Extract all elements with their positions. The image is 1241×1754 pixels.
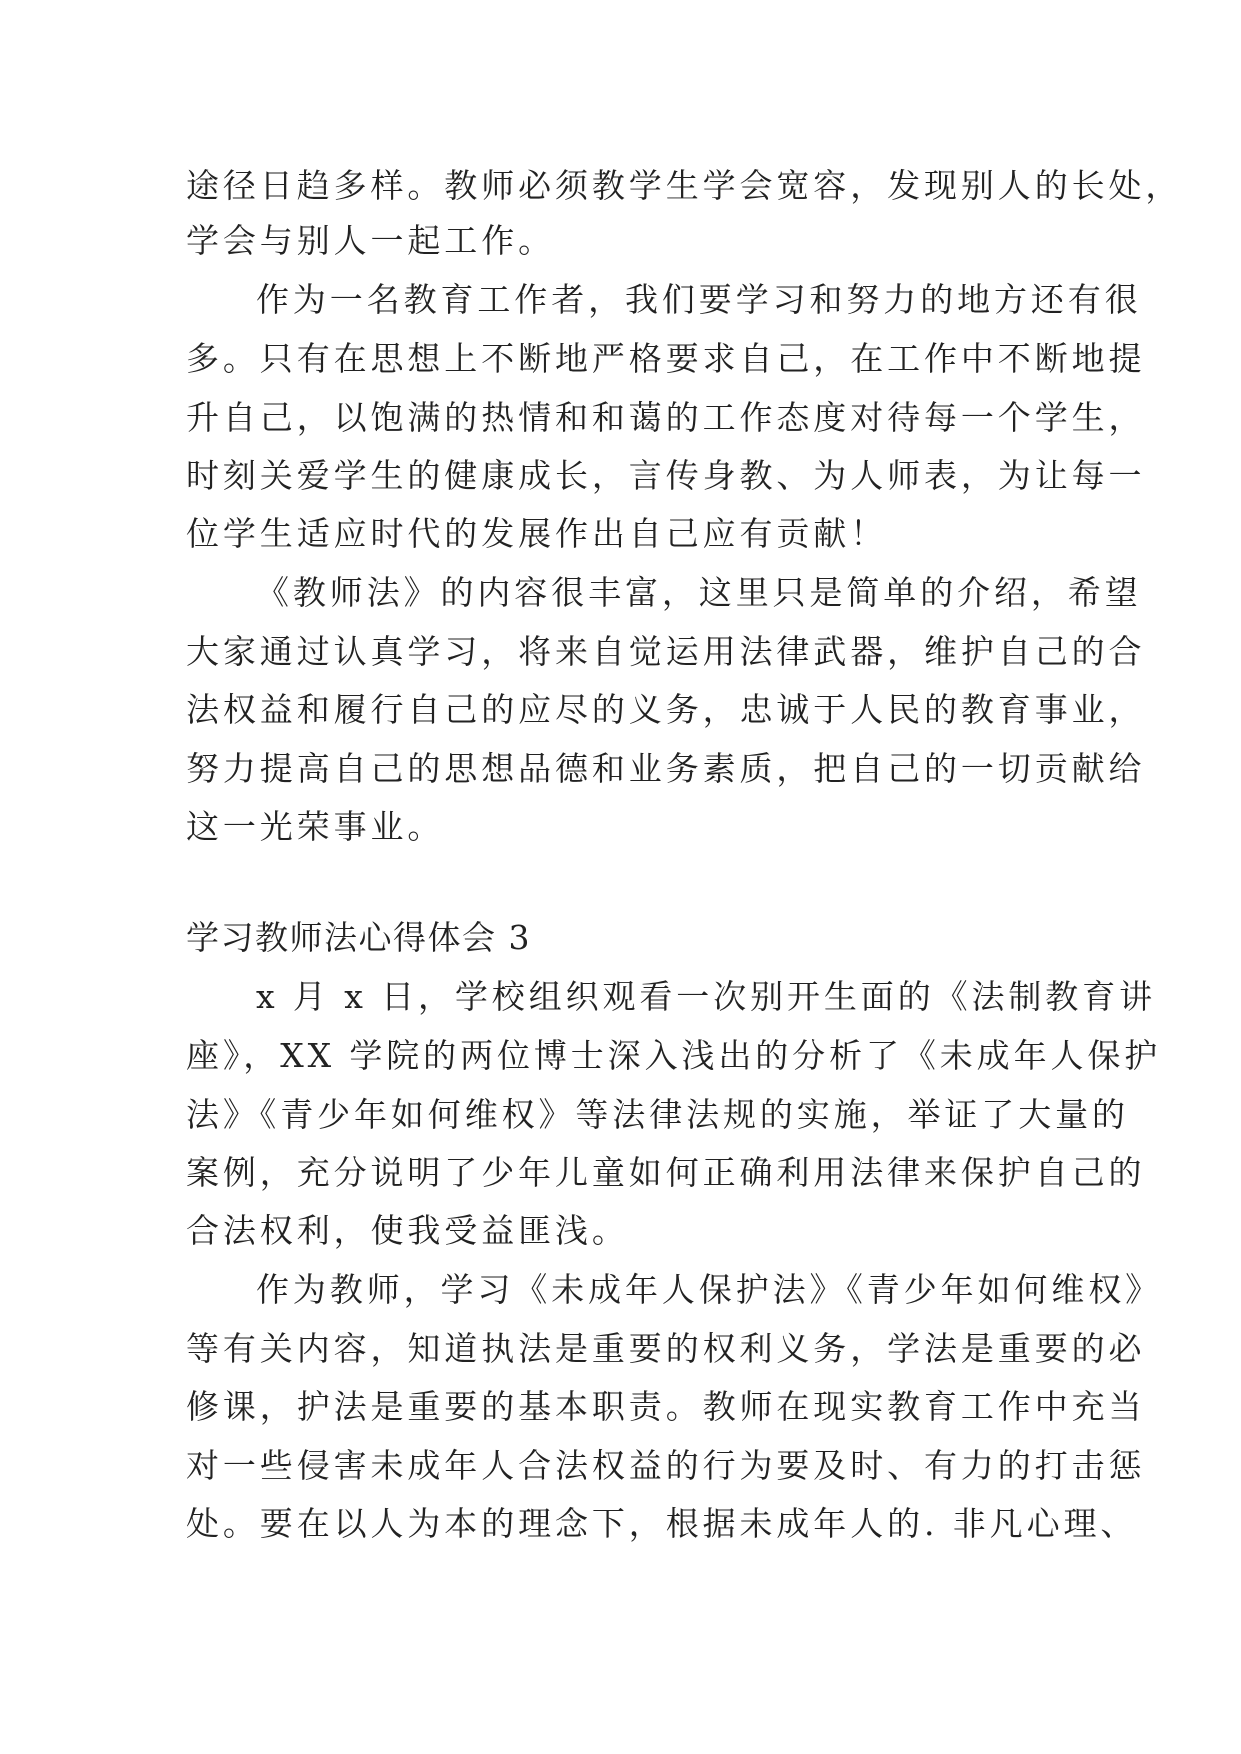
text-line: 多。只有在思想上不断地严格要求自己，在工作中不断地提 (186, 339, 1146, 378)
text-line: 处。要在以人为本的理念下，根据未成年人的. 非凡心理、 (186, 1504, 1138, 1543)
text-line: 法权益和履行自己的应尽的义务，忠诚于人民的教育事业， (186, 690, 1146, 729)
text-line: 学会与别人一起工作。 (186, 221, 555, 260)
text-line: 努力提高自己的思想品德和业务素质，把自己的一切贡献给 (186, 749, 1146, 788)
text-line: 途径日趋多样。教师必须教学生学会宽容，发现别人的长处， (186, 166, 1183, 205)
text-line: 等有关内容，知道执法是重要的权利义务，学法是重要的必 (186, 1329, 1146, 1368)
text-line: 合法权利，使我受益匪浅。 (186, 1211, 629, 1250)
text-line: 修课，护法是重要的基本职责。教师在现实教育工作中充当 (186, 1387, 1146, 1426)
text-line: 升自己，以饱满的热情和和蔼的工作态度对待每一个学生， (186, 398, 1146, 437)
text-line: 《教师法》的内容很丰富，这里只是简单的介绍，希望 (256, 573, 1142, 612)
text-line: 这一光荣事业。 (186, 807, 445, 846)
text-line: 作为一名教育工作者，我们要学习和努力的地方还有很 (256, 280, 1142, 319)
text-line: 时刻关爱学生的健康成长，言传身教、为人师表，为让每一 (186, 456, 1146, 495)
text-line: 大家通过认真学习，将来自觉运用法律武器，维护自己的合 (186, 632, 1146, 671)
text-line: 案例，充分说明了少年儿童如何正确利用法律来保护自己的 (186, 1153, 1146, 1192)
text-line: x 月 x 日，学校组织观看一次别开生面的《法制教育讲 (256, 977, 1156, 1016)
text-line: 作为教师，学习《未成年人保护法》《青少年如何维权》 (256, 1270, 1162, 1309)
section-title: 学习教师法心得体会 3 (186, 918, 531, 957)
text-line: 对一些侵害未成年人合法权益的行为要及时、有力的打击惩 (186, 1446, 1146, 1485)
text-line: 座》，XX 学院的两位博士深入浅出的分析了《未成年人保护 (186, 1036, 1162, 1075)
text-line: 法》《青少年如何维权》等法律法规的实施，举证了大量的 (186, 1095, 1129, 1134)
text-line: 位学生适应时代的发展作出自己应有贡献！ (186, 514, 888, 553)
